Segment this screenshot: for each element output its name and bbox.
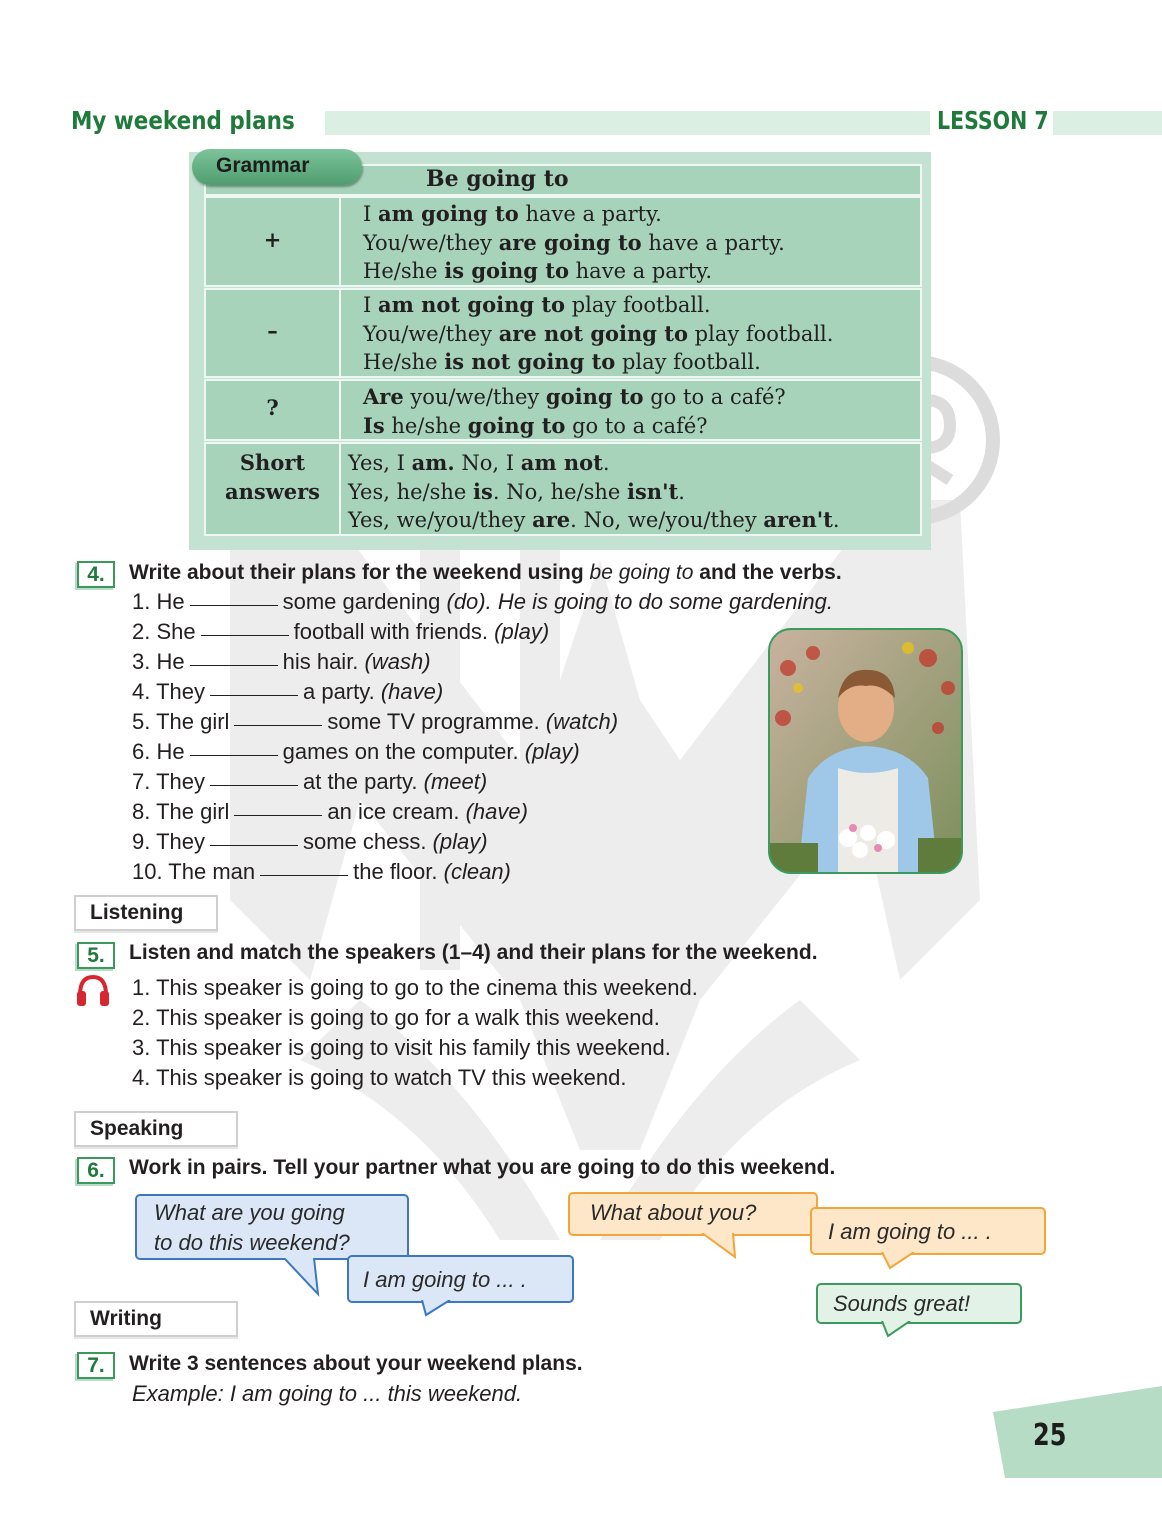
grammar-row-label: ?	[266, 395, 279, 420]
exercise-4-item	[132, 649, 431, 675]
bubble-tail	[880, 1321, 920, 1339]
grammar-bold-segment: am.	[411, 450, 455, 475]
listening-section-tab: Listening	[74, 895, 218, 931]
grammar-text-segment: you/we/they	[403, 385, 546, 409]
grammar-text-segment: play football.	[687, 321, 834, 346]
grammar-bold-segment: is	[473, 478, 493, 504]
item-example: . He is going to do some gardening.	[485, 589, 833, 614]
grammar-text-segment: I	[363, 293, 378, 317]
grammar-bold-segment: am not going to	[377, 292, 566, 317]
bubble-tail	[280, 1258, 325, 1298]
item-verb: (watch)	[545, 709, 619, 734]
item-rest: his hair.	[282, 649, 359, 674]
answer-blank[interactable]	[201, 634, 289, 636]
grammar-text-segment: Yes, he/she	[348, 479, 474, 504]
grammar-text-segment: He/she	[363, 350, 445, 374]
item-verb: (meet)	[423, 769, 488, 794]
item-verb: (do)	[446, 589, 486, 614]
grammar-row-label: +	[263, 226, 282, 252]
page-title: My weekend plans	[71, 106, 295, 135]
grammar-text-segment: Yes, we/you/they	[348, 508, 533, 532]
grammar-bold-segment: going to	[467, 412, 566, 438]
item-subject: 5. The girl	[132, 709, 230, 734]
item-subject: 8. The girl	[132, 799, 230, 824]
grammar-example-line	[363, 384, 786, 409]
instruction-italic: be going to	[589, 561, 694, 584]
item-verb: (play)	[432, 829, 488, 854]
item-rest: some gardening	[282, 589, 441, 614]
answer-blank[interactable]	[190, 754, 278, 756]
exercise-4-item	[132, 679, 443, 705]
item-rest: some TV programme.	[327, 709, 540, 734]
exercise-4-item	[132, 799, 528, 825]
page-number: 25	[1033, 1418, 1067, 1453]
exercise-5-item: 3. This speaker is going to visit his family this weekend.	[132, 1035, 671, 1060]
example-text: Example: I am going to ... this weekend.	[132, 1381, 523, 1406]
exercise-4-item	[132, 859, 511, 885]
exercise-6-number: 6.	[77, 1157, 115, 1184]
grammar-bold-segment: is not going to	[444, 349, 616, 374]
item-verb: (wash)	[364, 649, 431, 674]
grammar-text-segment: have a party.	[641, 230, 785, 255]
exercise-4-item	[132, 709, 618, 735]
grammar-example-line	[363, 321, 833, 346]
grammar-bold-segment: am not	[520, 450, 603, 475]
exercise-6-instruction: Work in pairs. Tell your partner what you are going to do this weekend.	[129, 1156, 836, 1179]
grammar-text-segment: You/we/they	[363, 321, 499, 346]
lesson-label: LESSON 7	[937, 106, 1049, 135]
answer-blank[interactable]	[190, 664, 278, 666]
exercise-5-number: 5.	[77, 942, 115, 969]
grammar-text-segment: play football.	[615, 350, 761, 374]
answer-blank[interactable]	[234, 724, 322, 726]
grammar-example-line	[363, 292, 711, 317]
exercise-4-item	[132, 619, 549, 645]
exercise-5-item: 4. This speaker is going to watch TV this weekend.	[132, 1065, 627, 1090]
exercise-7-example	[132, 1381, 522, 1407]
grammar-row-label: Short answers	[224, 450, 321, 504]
grammar-text-segment: have a party.	[518, 202, 662, 226]
exercise-5-item: 2. This speaker is going to go for a walk this weekend.	[132, 1005, 660, 1030]
page-number-tab	[993, 1386, 1162, 1478]
speech-bubble-reply: Sounds great!	[816, 1283, 1022, 1324]
exercise-5-instruction: Listen and match the speakers (1–4) and their plans for the weekend.	[129, 941, 818, 964]
grammar-example-line	[363, 258, 712, 283]
item-rest: some chess.	[302, 829, 427, 854]
exercise-4-instruction	[129, 561, 842, 585]
header-bar	[325, 111, 930, 135]
answer-blank[interactable]	[234, 814, 322, 816]
gardener-photo	[768, 628, 963, 874]
item-subject: 4. They	[132, 679, 205, 704]
grammar-text-segment: play football.	[565, 293, 711, 317]
grammar-tab-label: Grammar	[216, 154, 310, 177]
item-rest: a party.	[302, 679, 375, 704]
grammar-bold-segment: isn't	[627, 478, 679, 504]
item-rest: games on the computer.	[282, 739, 519, 764]
grammar-text-segment: Yes, I	[348, 451, 412, 475]
item-rest: an ice cream.	[327, 799, 460, 824]
grammar-text-segment: . No, we/you/they	[570, 508, 764, 532]
grammar-text-segment: . No, he/she	[492, 479, 627, 504]
header-bar-right	[1053, 111, 1162, 135]
grammar-text-segment: .	[678, 479, 685, 504]
speaking-section-tab: Speaking	[74, 1111, 238, 1147]
grammar-bold-segment: Are	[363, 384, 404, 409]
answer-blank[interactable]	[210, 784, 298, 786]
headphones-icon[interactable]	[74, 973, 112, 1007]
grammar-row-label: –	[267, 318, 278, 343]
grammar-heading: Be going to	[426, 166, 569, 192]
exercise-4-item	[132, 589, 833, 615]
grammar-text-segment: go to a café?	[565, 413, 708, 438]
item-verb: (have)	[380, 679, 444, 704]
answer-blank[interactable]	[260, 874, 348, 876]
grammar-bold-segment: are going to	[498, 229, 642, 255]
item-subject: 2. She	[132, 619, 196, 644]
grammar-example-line	[363, 349, 761, 374]
grammar-example-line	[363, 201, 662, 226]
exercise-7-number: 7.	[77, 1352, 115, 1379]
bubble-tail	[700, 1233, 740, 1261]
exercise-4-item	[132, 829, 488, 855]
grammar-text-segment: go to a café?	[643, 385, 786, 409]
speech-bubble-answer-2: I am going to ... .	[810, 1207, 1046, 1255]
item-subject: 1. He	[132, 589, 185, 614]
grammar-bold-segment: am going to	[377, 201, 519, 226]
grammar-bold-segment: Is	[363, 412, 385, 438]
grammar-text-segment: You/we/they	[363, 230, 499, 255]
item-rest: football with friends.	[293, 619, 489, 644]
grammar-text-segment: I	[363, 202, 378, 226]
exercise-4-item	[132, 769, 487, 795]
grammar-text-segment: No, I	[454, 451, 521, 475]
answer-blank[interactable]	[210, 844, 298, 846]
item-verb: (play)	[494, 619, 550, 644]
grammar-text-segment: have a party.	[568, 259, 713, 283]
answer-blank[interactable]	[190, 604, 278, 606]
bubble-line: to do this weekend?	[154, 1230, 350, 1255]
exercise-4-number: 4.	[77, 561, 115, 588]
item-rest: at the party.	[302, 769, 418, 794]
instruction-text-end: and the verbs.	[693, 561, 842, 584]
grammar-example-line	[348, 507, 840, 532]
bubble-tail	[420, 1300, 460, 1318]
item-subject: 6. He	[132, 739, 185, 764]
speech-bubble-answer: I am going to ... .	[347, 1255, 574, 1303]
bubble-line: What are you going	[154, 1200, 345, 1225]
grammar-bold-segment: are	[532, 507, 571, 532]
item-verb: (clean)	[443, 859, 511, 884]
answer-blank[interactable]	[210, 694, 298, 696]
exercise-4-item	[132, 739, 580, 765]
grammar-text-segment: .	[832, 508, 840, 532]
grammar-example-line	[363, 230, 785, 255]
grammar-example-line	[348, 479, 685, 504]
grammar-bold-segment: is going to	[444, 258, 569, 283]
item-subject: 7. They	[132, 769, 205, 794]
grammar-tab	[192, 149, 362, 185]
item-subject: 3. He	[132, 649, 185, 674]
grammar-example-line	[363, 413, 708, 438]
grammar-text-segment: .	[602, 451, 610, 475]
speech-bubble-question	[135, 1194, 409, 1260]
item-rest: the floor.	[353, 859, 438, 884]
grammar-text-segment: He/she	[363, 259, 445, 283]
grammar-bold-segment: aren't	[763, 507, 833, 532]
grammar-bold-segment: are not going to	[498, 320, 688, 346]
grammar-example-line	[348, 450, 610, 475]
item-subject: 9. They	[132, 829, 205, 854]
exercise-5-item: 1. This speaker is going to go to the cinema this weekend.	[132, 975, 698, 1000]
instruction-text: Write about their plans for the weekend using	[129, 561, 590, 584]
speech-bubble-question-2: What about you?	[568, 1192, 818, 1236]
grammar-bold-segment: going to	[545, 384, 644, 409]
item-verb: (play)	[524, 739, 580, 764]
grammar-text-segment: he/she	[384, 413, 468, 438]
bubble-tail	[880, 1252, 920, 1272]
writing-section-tab: Writing	[74, 1301, 238, 1337]
exercise-7-instruction: Write 3 sentences about your weekend plans.	[129, 1352, 583, 1375]
item-verb: (have)	[465, 799, 528, 824]
item-subject: 10. The man	[132, 859, 256, 884]
